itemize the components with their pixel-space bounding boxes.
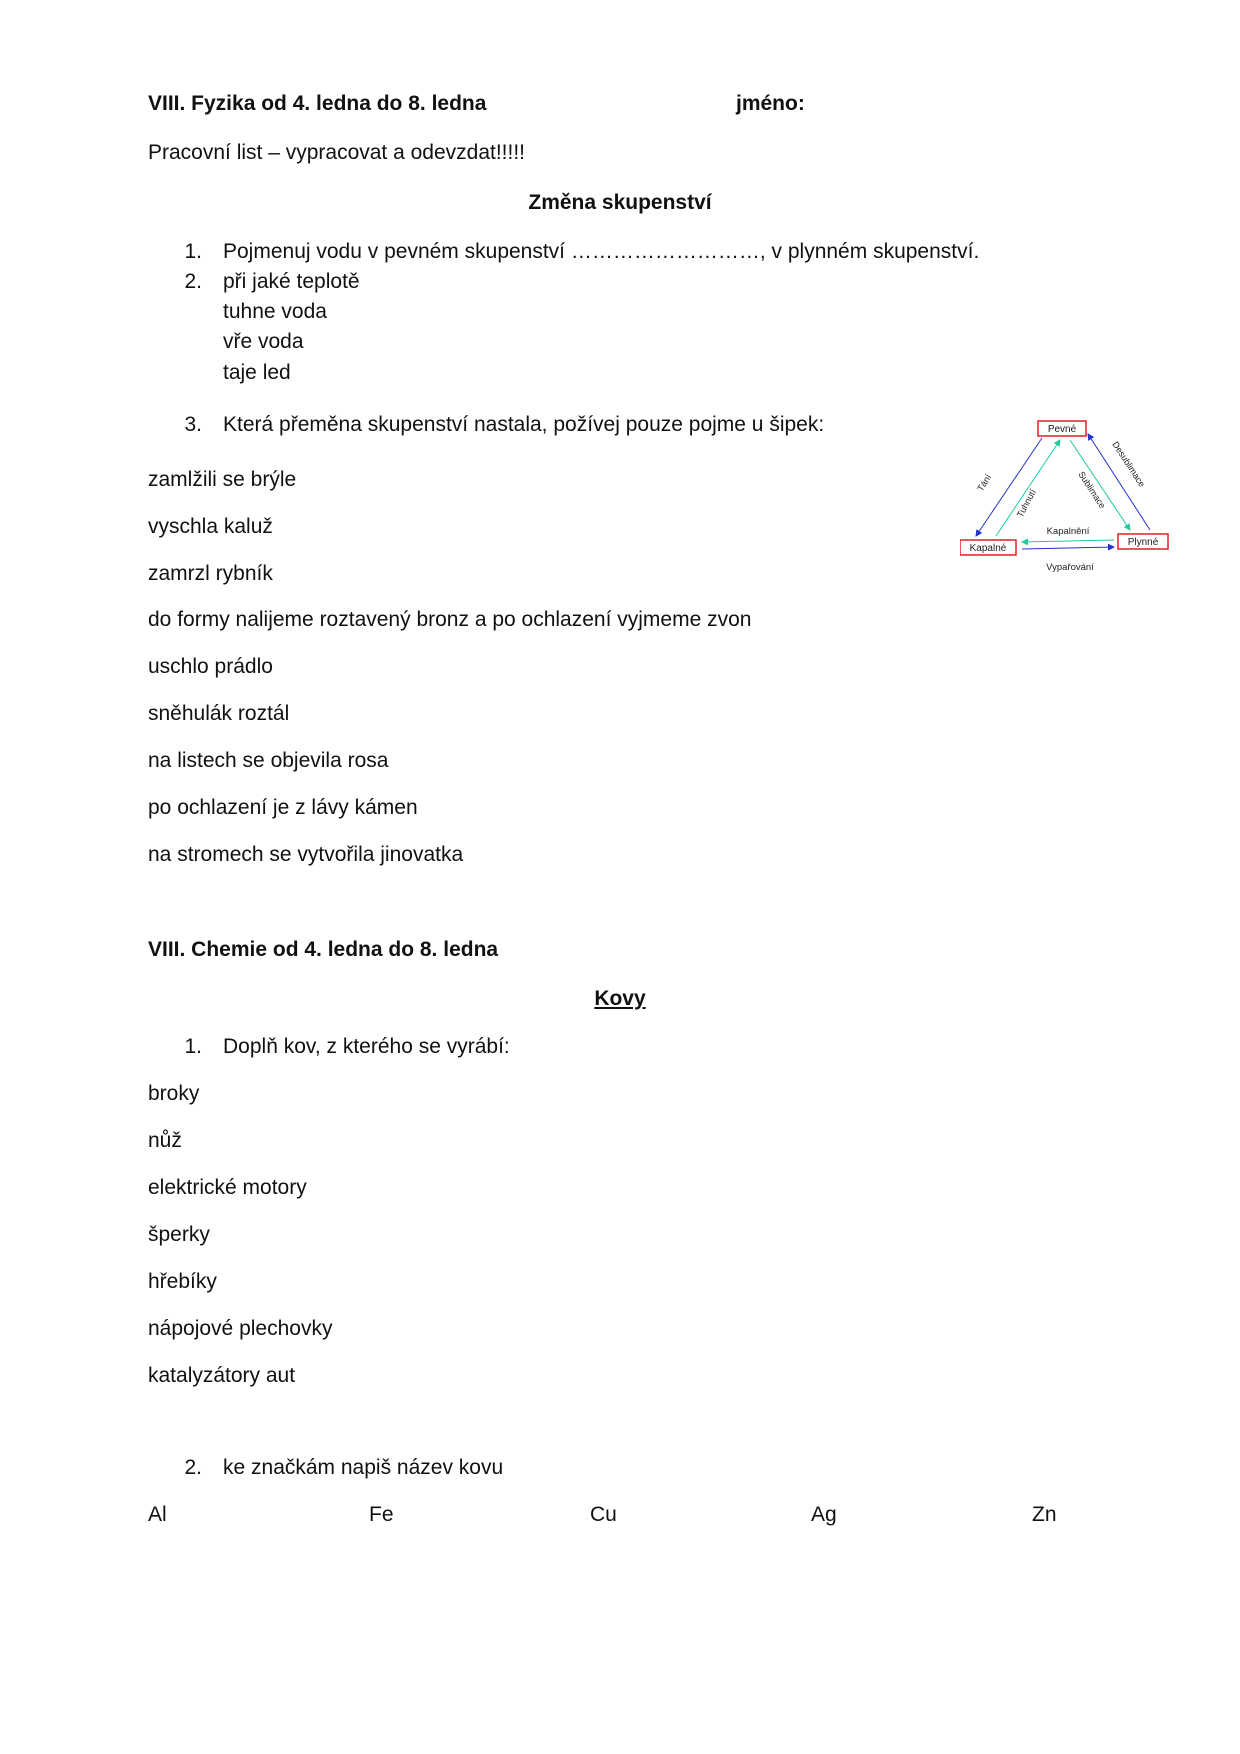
sublimation-label: Sublimace [1076,469,1108,511]
question-number: 1. [184,1035,202,1058]
list-item: vyschla kaluž [148,515,273,538]
chemistry-title: VIII. Chemie od 4. ledna do 8. ledna [148,938,499,961]
evaporation-label: Vypařování [1046,562,1094,573]
list-item: nůž [148,1129,182,1152]
physics-section-title: Změna skupenství [528,191,712,214]
condensation-label: Kapalnění [1046,526,1090,537]
question-subline: taje led [223,361,291,384]
chemistry-section-title: Kovy [594,987,646,1010]
element-symbol: Zn [1032,1503,1057,1526]
list-item: na stromech se vytvořila jinovatka [148,843,464,866]
element-symbol: Al [148,1503,167,1526]
list-item: sněhulák roztál [148,702,290,725]
list-item: zamrzl rybník [148,562,273,585]
list-item: šperky [148,1223,210,1246]
element-symbol: Fe [369,1503,394,1526]
list-item: na listech se objevila rosa [148,749,389,772]
list-item: elektrické motory [148,1176,307,1199]
list-item: nápojové plechovky [148,1317,333,1340]
question-number: 2. [184,270,202,293]
node-liquid-label: Kapalné [969,543,1007,554]
name-label: jméno: [736,92,805,115]
list-item: uschlo prádlo [148,655,273,678]
question-text: ke značkám napiš název kovu [223,1456,504,1479]
list-item: zamlžili se brýle [148,468,297,491]
question-subline: vře voda [223,330,304,353]
phase-change-diagram [960,418,1182,578]
question-number: 2. [184,1456,202,1479]
list-item: katalyzátory aut [148,1364,296,1387]
list-item: po ochlazení je z lávy kámen [148,796,418,819]
node-gas-label: Plynné [1127,537,1159,548]
freezing-label: Tuhnutí [1014,487,1038,519]
element-symbol: Ag [811,1503,837,1526]
worksheet-instruction: Pracovní list – vypracovat a odevzdat!!!!! [148,141,526,164]
list-item: do formy nalijeme roztavený bronz a po ochlazení vyjmeme zvon [148,608,752,631]
question-number: 3. [184,413,202,436]
question-text: Pojmenuj vodu v pevném skupenství ………………………, v plynném skupenství. [223,240,980,263]
desublimation-label: Desublimace [1110,439,1148,489]
element-symbol: Cu [590,1503,617,1526]
node-solid-label: Pevné [1047,424,1077,435]
condensation-arrow [1022,540,1114,542]
question-number: 1. [184,240,202,263]
question-subline: tuhne voda [223,300,327,323]
list-item: hřebíky [148,1270,217,1293]
melting-label: Tání [975,472,994,494]
list-item: broky [148,1082,200,1105]
question-text: Která přeměna skupenství nastala, požívej pouze pojme u šipek: [223,413,825,436]
evaporation-arrow [1022,547,1114,549]
question-text: Doplň kov, z kterého se vyrábí: [223,1035,510,1058]
physics-title: VIII. Fyzika od 4. ledna do 8. ledna [148,92,487,115]
question-text: při jaké teplotě [223,270,360,293]
